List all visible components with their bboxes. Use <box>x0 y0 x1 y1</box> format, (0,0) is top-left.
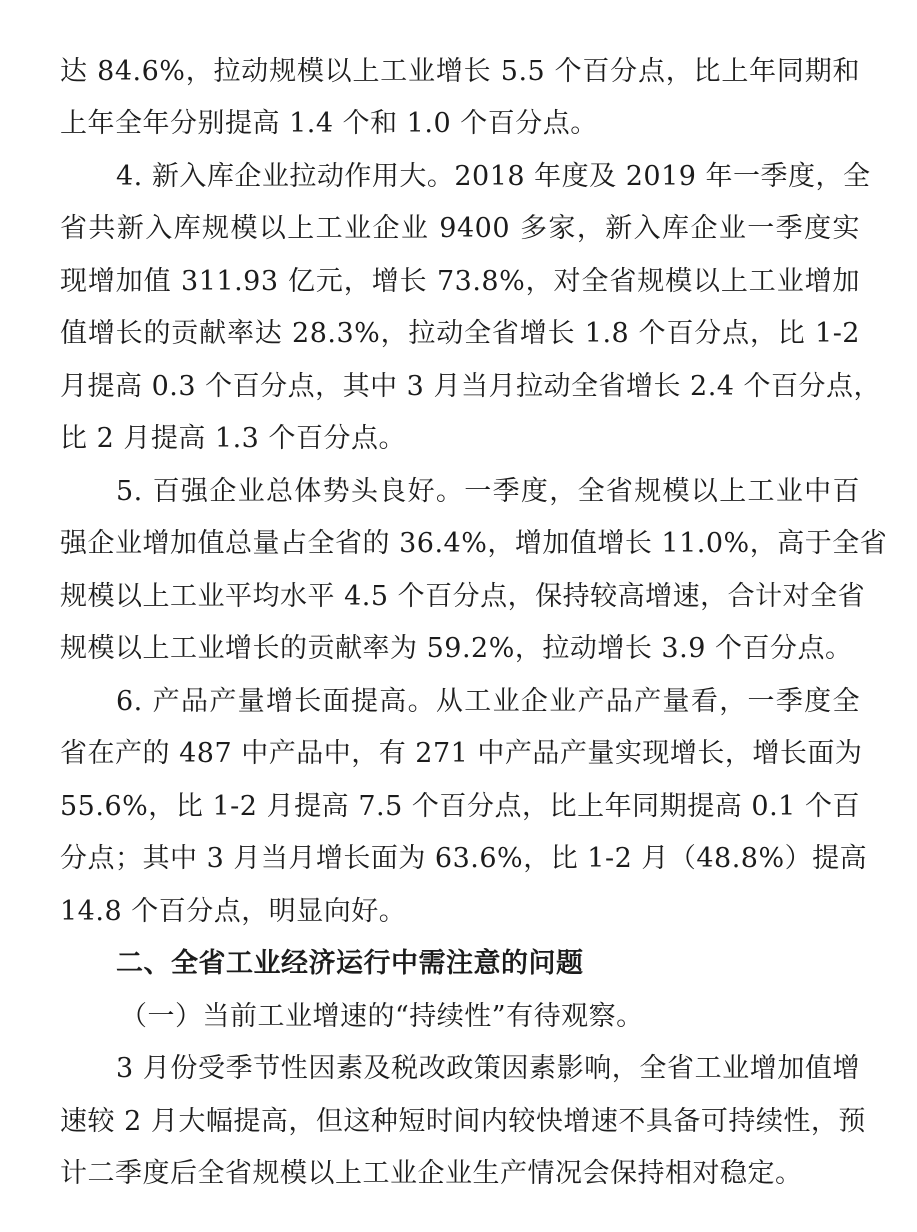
subsection-heading: （一）当前工业增速的“持续性”有待观察。 <box>120 1001 644 1032</box>
paragraph-line: 省共新入库规模以上工业企业 9400 多家，新入库企业一季度实 <box>60 213 860 244</box>
paragraph-line: 比 2 月提高 1.3 个百分点。 <box>60 423 406 454</box>
paragraph-line: 4. 新入库企业拉动作用大。2018 年度及 2019 年一季度，全 <box>116 161 871 192</box>
paragraph-line: 3 月份受季节性因素及税改政策因素影响，全省工业增加值增 <box>116 1053 860 1084</box>
paragraph-line: 达 84.6%，拉动规模以上工业增长 5.5 个百分点，比上年同期和 <box>60 56 860 87</box>
paragraph-line: 速较 2 月大幅提高，但这种短时间内较快增速不具备可持续性，预 <box>60 1106 866 1137</box>
paragraph-line: 规模以上工业平均水平 4.5 个百分点，保持较高增速，合计对全省 <box>60 581 866 612</box>
paragraph-line: 月提高 0.3 个百分点，其中 3 月当月拉动全省增长 2.4 个百分点， <box>60 371 882 402</box>
paragraph-line: 省在产的 487 中产品中，有 271 中产品产量实现增长，增长面为 <box>60 738 863 769</box>
section-heading: 二、全省工业经济运行中需注意的问题 <box>116 948 584 979</box>
paragraph-line: 14.8 个百分点，明显向好。 <box>60 896 407 927</box>
paragraph-line: 55.6%，比 1-2 月提高 7.5 个百分点，比上年同期提高 0.1 个百 <box>60 791 860 822</box>
paragraph-line: 值增长的贡献率达 28.3%，拉动全省增长 1.8 个百分点，比 1-2 <box>60 318 860 349</box>
paragraph-line: 强企业增加值总量占全省的 36.4%，增加值增长 11.0%，高于全省 <box>60 528 888 559</box>
paragraph-line: 现增加值 311.93 亿元，增长 73.8%，对全省规模以上工业增加 <box>60 266 860 297</box>
paragraph-line: 规模以上工业增长的贡献率为 59.2%，拉动增长 3.9 个百分点。 <box>60 633 853 664</box>
paragraph-line: 上年全年分别提高 1.4 个和 1.0 个百分点。 <box>60 108 598 139</box>
paragraph-line: 计二季度后全省规模以上工业企业生产情况会保持相对稳定。 <box>60 1158 803 1189</box>
paragraph-line: 5. 百强企业总体势头良好。一季度，全省规模以上工业中百 <box>116 476 860 507</box>
paragraph-line: 6. 产品产量增长面提高。从工业企业产品产量看，一季度全 <box>116 686 860 717</box>
paragraph-line: 分点；其中 3 月当月增长面为 63.6%，比 1-2 月（48.8%）提高 <box>60 843 868 874</box>
